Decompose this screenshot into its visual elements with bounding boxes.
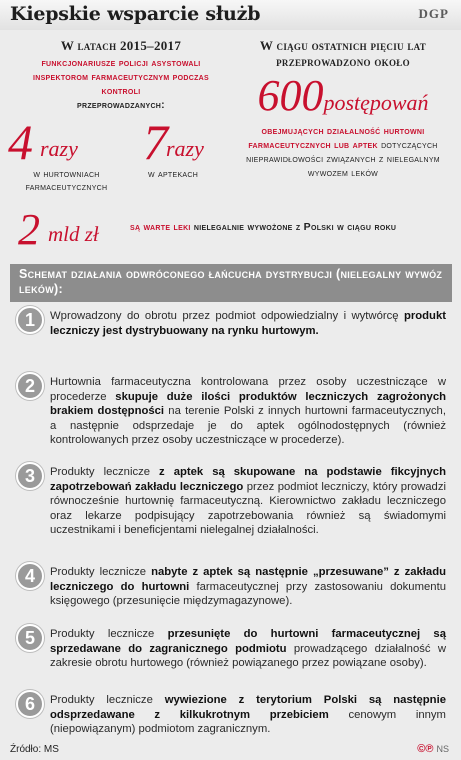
- stat-unit-hurtownie: razy: [40, 136, 78, 161]
- step-text-bold: nabyte z aptek są następnie „przesuwane” z zakładu leczniczego do hurtowni: [50, 566, 447, 593]
- stat-value-row: [18, 205, 448, 258]
- stat-number-value: 2: [18, 205, 40, 254]
- step-text-regular: Wprowadzony do obrotu przez podmiot odpowiedzialny i wytwórcę: [50, 310, 404, 322]
- step-number-badge: 6: [16, 690, 44, 718]
- author-initials: NS: [436, 744, 449, 754]
- stat-unit-value: mld zł: [48, 222, 99, 246]
- step-text-regular: prowadzącego działalność w zakresie obrotu hurtowego (również powiązanego przez powiązane osoby).: [50, 642, 446, 670]
- source-note: Źródło: MS: [10, 744, 59, 755]
- step-text: [50, 309, 446, 338]
- stats-left: [16, 38, 226, 112]
- step-text-bold: produkt leczniczy jest dystrybuowany na rynku hurtowym.: [50, 310, 446, 337]
- step-text-regular: Produkty lecznicze: [50, 466, 160, 478]
- stat-number-600: 600: [257, 71, 324, 120]
- value-description: [130, 220, 430, 234]
- step-text-regular: Hurtownia farmaceutyczna kontrolowana przez osoby uczestniczące w procederze: [50, 376, 446, 403]
- value-desc-red: są warte leki: [130, 221, 191, 233]
- right-description: [232, 124, 454, 180]
- step-text-regular: Produkty lecznicze: [50, 566, 152, 578]
- left-heading: W latach 2015–2017: [60, 38, 182, 53]
- page-title: Kiepskie wsparcie służb: [10, 3, 261, 25]
- stat-unit-postepowania: postępowań: [323, 90, 429, 115]
- stat-number-apteki: 7: [143, 114, 168, 170]
- brand-logo: DGP: [418, 6, 449, 21]
- stat-number-hurtownie: 4: [8, 114, 33, 170]
- right-desc-red: obejmujących działalność hurtowni farmaceutycznych lub aptek: [248, 125, 425, 151]
- stat-unit-apteki: razy: [166, 136, 204, 161]
- step-number-badge: 3: [16, 462, 44, 490]
- step-text-regular: na terenie Polski z innych hurtowni farmaceutycznych, a następnie odsprzedaje je do aptek ogólnodostępnych (również kontrolowanych przez osoby uczestniczące w procederze).: [50, 405, 446, 447]
- copyright-symbols: ©℗: [417, 743, 434, 755]
- stats-right: [232, 38, 454, 180]
- step-text: [50, 375, 446, 448]
- step-text: [50, 565, 446, 609]
- step-text-regular: cenowym innym (niepowiązanym) podmiotom zagranicznym.: [50, 708, 446, 736]
- schema-title: Schemat działania odwróconego łańcucha dystrybucji (nielegalny wywóz leków):: [10, 264, 452, 302]
- step-text-regular: przez podmiot leczniczy, który prowadzi równocześnie hurtownię farmaceutyczną. Kierownictwo zakładu leczniczego oraz lekarze podpisujący zapotrzebowania również są świadomymi uczestnikami i beneficjentami nielegalnej działalności.: [50, 480, 447, 537]
- stat-label-hurtownie: w hurtowniach farmaceutycznych: [25, 169, 108, 193]
- left-intro-red: funkcjonariusze policji asystowali inspektorom farmaceutycznym podczas kontroli: [32, 57, 210, 97]
- right-desc-black: dotyczących nieprawidłowości związanych z nielegalnym wywozem leków: [246, 139, 440, 179]
- step-number-badge: 4: [16, 562, 44, 590]
- stat-number-postepowania: [232, 71, 454, 120]
- step-text-regular: Produkty lecznicze: [50, 628, 168, 640]
- step-text: [50, 465, 446, 538]
- left-intro-black: przeprowadzanych:: [77, 99, 165, 111]
- right-heading: W ciągu ostatnich pięciu lat przeprowadzono około: [259, 38, 427, 69]
- step-text-regular: farmaceutycznej przy zastosowaniu dokumentu księgowego (przesunięcie międzymagazynowe).: [50, 580, 446, 608]
- value-desc-black: nielegalnie wywożone z Polski w ciągu roku: [193, 221, 397, 233]
- copyright-mark: [417, 743, 449, 755]
- step-number-badge: 5: [16, 624, 44, 652]
- stat-label-apteki: w aptekach: [148, 169, 199, 180]
- header-bar: [0, 0, 461, 30]
- step-text-bold: z aptek są skupowane na podstawie fikcyjnych zapotrzebowań zakładu leczniczego: [50, 466, 446, 493]
- step-text-bold: skupuje duże ilości produktów leczniczych zagrożonych brakiem dostępności: [50, 390, 447, 418]
- step-text-bold: wywiezione z terytorium Polski są następnie odsprzedawane z kilkukrotnym przebiciem: [50, 694, 447, 721]
- step-text: [50, 627, 446, 671]
- step-text: [50, 693, 446, 737]
- step-text-regular: Produkty lecznicze: [50, 694, 165, 706]
- step-text-bold: przesunięte do hurtowni farmaceutycznej są sprzedawane do zagranicznego podmiotu: [50, 628, 446, 655]
- step-number-badge: 1: [16, 306, 44, 334]
- step-number-badge: 2: [16, 372, 44, 400]
